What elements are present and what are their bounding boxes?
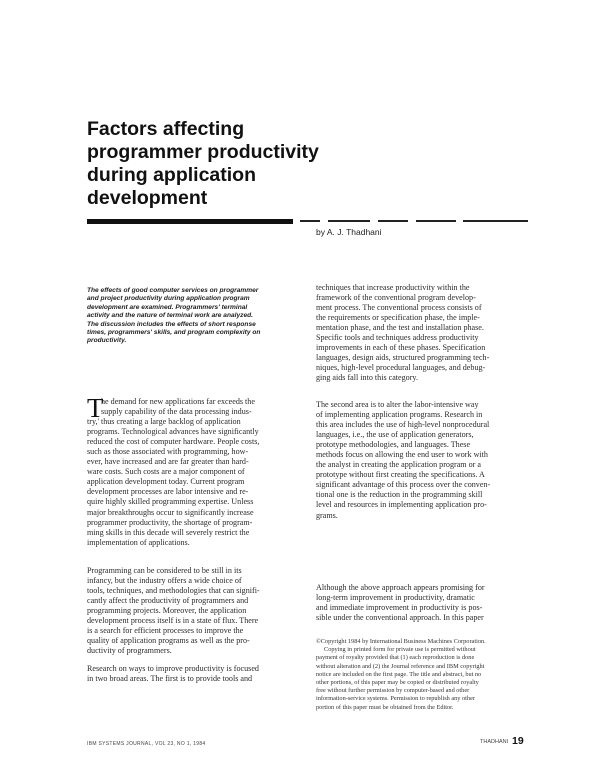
text-line: ever, have increased and are far greater than hard- <box>87 457 249 467</box>
author-footer: THADHANI <box>480 739 509 745</box>
text-line: mentation phase, and the test and installation phase. <box>316 323 484 333</box>
title-line: programmer productivity <box>87 141 319 163</box>
text-line: sible under the conventional approach. In this paper <box>316 613 484 623</box>
footnote-line: portion of this paper must be obtained from the Editor. <box>316 703 454 711</box>
text-line: infancy, but the industry offers a wide choice of <box>87 576 242 586</box>
text-line: ming skills in this decade will severely restrict the <box>87 527 250 537</box>
abstract-line: and project productivity during application program <box>87 295 250 303</box>
paragraph-left-1 <box>87 393 299 548</box>
text-line: try,' thus creating a large backlog of application <box>87 417 241 427</box>
text-line: long-term improvement in productivity, dramatic <box>316 593 475 603</box>
abstract-line: The discussion includes the effects of short response <box>87 320 256 328</box>
text-line: the analyst in creating the application program or a <box>316 460 481 470</box>
text-line: ware costs. Such costs are a major component of <box>87 467 245 477</box>
text-line: The second area is to alter the labor-intensive way <box>316 400 479 409</box>
text-line: ductivity of programmers. <box>87 646 172 656</box>
text-line: improvements in each of these phases. Specification <box>316 343 486 353</box>
title-rule-segment <box>328 220 370 222</box>
article-title <box>87 118 387 210</box>
page-number: 19 <box>512 735 524 747</box>
text-line: development process itself is in a state of flux. There <box>87 616 259 626</box>
text-line: he demand for new applications far exceeds the <box>101 397 255 406</box>
text-line: such as those associated with programming, how- <box>87 447 249 457</box>
text-line: is a search for efficient processes to improve the <box>87 626 244 636</box>
text-line: techniques that increase productivity within the <box>316 283 470 292</box>
paragraph-left-2 <box>87 566 299 656</box>
text-line: major breakthroughs occur to significantly increase <box>87 507 254 517</box>
text-line: prototype without first creating the specifications. A <box>316 470 485 480</box>
text-line: Research on ways to improve productivity is focused <box>87 664 259 673</box>
title-line: development <box>87 187 208 209</box>
footnote-line: other portions, of this paper may be copied or distributed royalty <box>316 679 479 687</box>
text-line: the requirements or specification phase, the imple- <box>316 313 480 323</box>
text-line: programming projects. Moreover, the application <box>87 606 247 616</box>
title-rule-segment <box>378 220 408 222</box>
text-line: level and resources in implementing application pro- <box>316 500 487 510</box>
paragraph-left-3 <box>87 664 299 684</box>
text-line: cantly affect the productivity of programmers and <box>87 596 249 606</box>
abstract-line: times, programmers' skills, and program complexity on <box>87 329 261 337</box>
text-line: reduced the cost of computer hardware. People costs, <box>87 437 260 447</box>
paragraph-right-2 <box>316 400 528 521</box>
drop-cap: T <box>87 393 104 423</box>
footnote-line: free without further permission by computer-based and other <box>316 687 470 695</box>
text-line: and immediate improvement in productivity is pos- <box>316 603 483 613</box>
text-line: languages, i.e., the use of application generators, <box>316 430 474 440</box>
text-line: framework of the conventional program develop- <box>316 293 476 303</box>
footnote-line: information-service systems. Permission to republish any other <box>316 695 475 703</box>
copyright-footnote <box>316 638 528 712</box>
text-line: ging aids fall into this category. <box>316 373 418 383</box>
text-line: this area includes the use of high-level nonprocedural <box>316 420 490 430</box>
text-line: quality of application programs as well as the pro- <box>87 636 250 646</box>
text-line: quire highly skilled programming expertise. Unless <box>87 497 254 507</box>
text-line: development processes are labor intensive and re- <box>87 487 249 497</box>
footnote-line: payment of royalty provided that (1) each reproduction is done <box>316 654 475 662</box>
title-rule-thick <box>87 219 293 224</box>
text-line: application development today. Current program <box>87 477 245 487</box>
title-rule-segment <box>416 220 456 222</box>
text-line: prototype methodologies, and languages. These <box>316 440 471 450</box>
byline: by A. J. Thadhani <box>316 227 382 237</box>
text-line: supply capability of the data processing indus- <box>101 407 252 417</box>
text-line: programs. Technological advances have significantly <box>87 427 259 437</box>
title-rule-segment <box>463 220 528 222</box>
text-line: Specific tools and techniques address productivity <box>316 333 479 343</box>
footnote-line: ©Copyright 1984 by International Business Machines Corporation. <box>316 638 486 645</box>
footnote-line: notice are included on the first page. The title and abstract, but no <box>316 670 482 678</box>
text-line: tools, techniques, and methodologies that can signifi- <box>87 586 260 596</box>
text-line: ment process. The conventional process consists of <box>316 303 482 313</box>
abstract-line: development are examined. Programmers' terminal <box>87 303 248 311</box>
abstract-line: activity and the nature of terminal work are analyzed. <box>87 312 253 320</box>
footnote-line: Copying in printed form for private use is permitted without <box>324 646 476 654</box>
footnote-line: without alteration and (2) the Journal reference and IBM copyright <box>316 662 485 670</box>
paragraph-right-3 <box>316 583 528 623</box>
abstract-line: The effects of good computer services on programmer <box>87 287 259 294</box>
paragraph-right-1 <box>316 283 528 383</box>
text-line: programmer productivity, the shortage of program- <box>87 517 253 527</box>
journal-footer: IBM SYSTEMS JOURNAL, VOL 23, NO 1, 1984 <box>87 741 206 747</box>
text-line: niques, high-level procedural languages, and debug- <box>316 363 486 373</box>
title-rule-segment <box>300 220 320 222</box>
abstract-line: productivity. <box>87 337 127 345</box>
text-line: Programming can be considered to be still in its <box>87 566 242 575</box>
text-line: Although the above approach appears promising for <box>316 583 485 592</box>
title-line: Factors affecting <box>87 118 245 140</box>
text-line: tional one is the reduction in the programming skill <box>316 490 483 500</box>
text-line: implementation of applications. <box>87 537 190 547</box>
title-line: during application <box>87 164 256 186</box>
text-line: in two broad areas. The first is to provide tools and <box>87 674 253 684</box>
text-line: grams. <box>316 510 338 520</box>
abstract <box>87 287 299 346</box>
text-line: of implementing application programs. Research in <box>316 410 483 420</box>
text-line: significant advantage of this process over the conven- <box>316 480 491 490</box>
text-line: languages, design aids, structured programming tech- <box>316 353 490 363</box>
text-line: methods focus on allowing the end user to work with <box>316 450 488 460</box>
